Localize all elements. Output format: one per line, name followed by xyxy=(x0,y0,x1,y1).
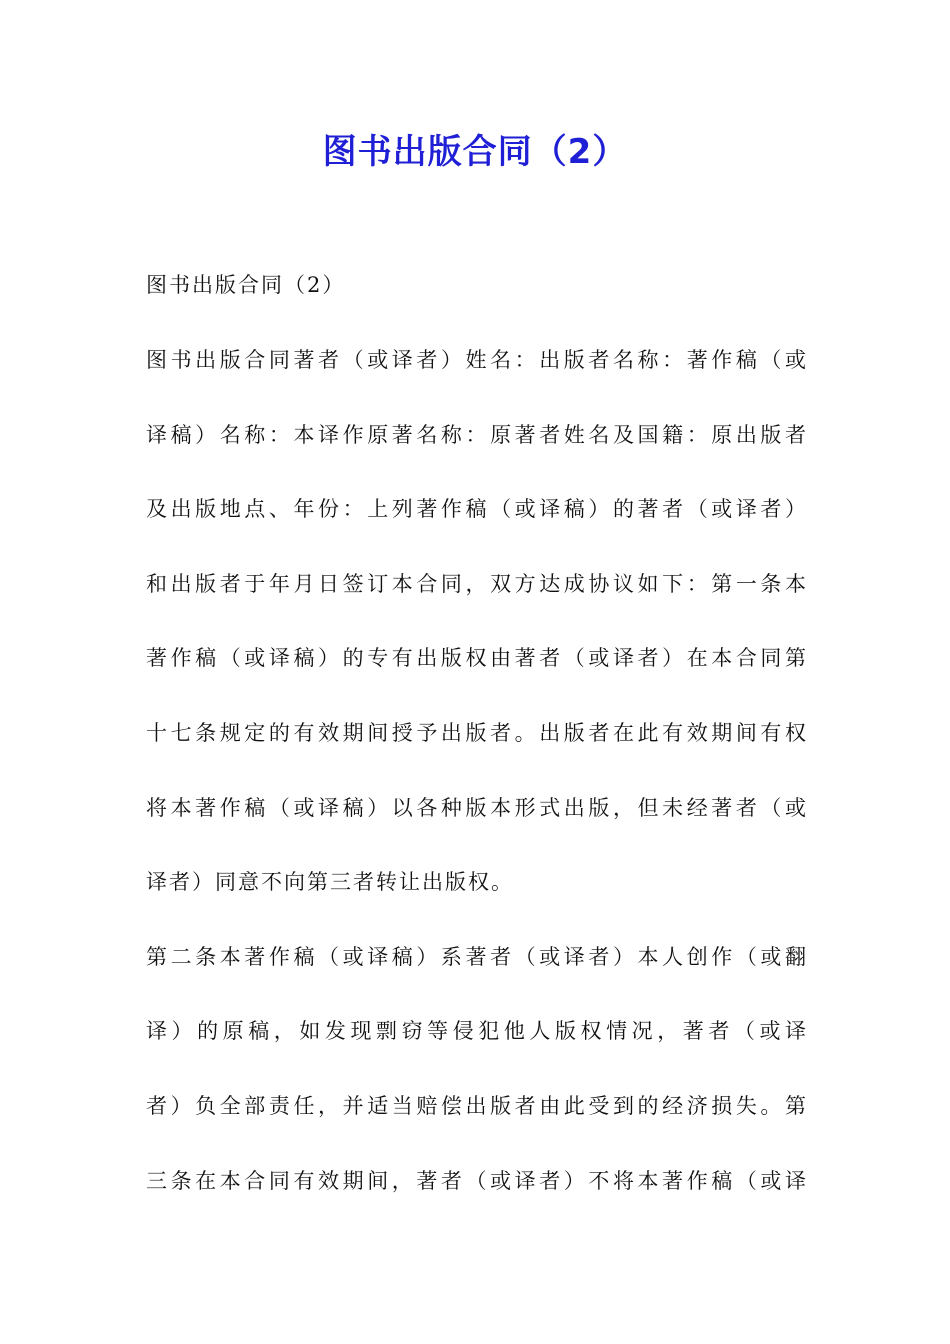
text-line-13: 三条在本合同有效期间，著者（或译者）不将本著作稿（或译 xyxy=(146,1169,806,1193)
text-line-5: 和出版者于年月日签订本合同，双方达成协议如下：第一条本 xyxy=(146,572,806,596)
text-line-7: 十七条规定的有效期间授予出版者。出版者在此有效期间有权 xyxy=(146,721,806,745)
text-line-12: 者）负全部责任，并适当赔偿出版者由此受到的经济损失。第 xyxy=(146,1094,806,1118)
text-line-10: 第二条本著作稿（或译稿）系著者（或译者）本人创作（或翻 xyxy=(146,945,806,969)
text-line-1: 图书出版合同（2） xyxy=(146,273,346,297)
page-title: 图书出版合同（2） xyxy=(322,132,628,172)
text-line-9: 译者）同意不向第三者转让出版权。 xyxy=(146,870,514,894)
text-line-6: 著作稿（或译稿）的专有出版权由著者（或译者）在本合同第 xyxy=(146,646,806,670)
text-line-2: 图书出版合同著者（或译者）姓名：出版者名称：著作稿（或 xyxy=(146,348,806,372)
text-line-3: 译稿）名称：本译作原著名称：原著者姓名及国籍：原出版者 xyxy=(146,423,806,447)
text-line-4: 及出版地点、年份：上列著作稿（或译稿）的著者（或译者） xyxy=(146,497,806,521)
text-line-11: 译）的原稿，如发现剽窃等侵犯他人版权情况，著者（或译 xyxy=(146,1019,806,1043)
text-line-8: 将本著作稿（或译稿）以各种版本形式出版，但未经著者（或 xyxy=(146,796,806,820)
